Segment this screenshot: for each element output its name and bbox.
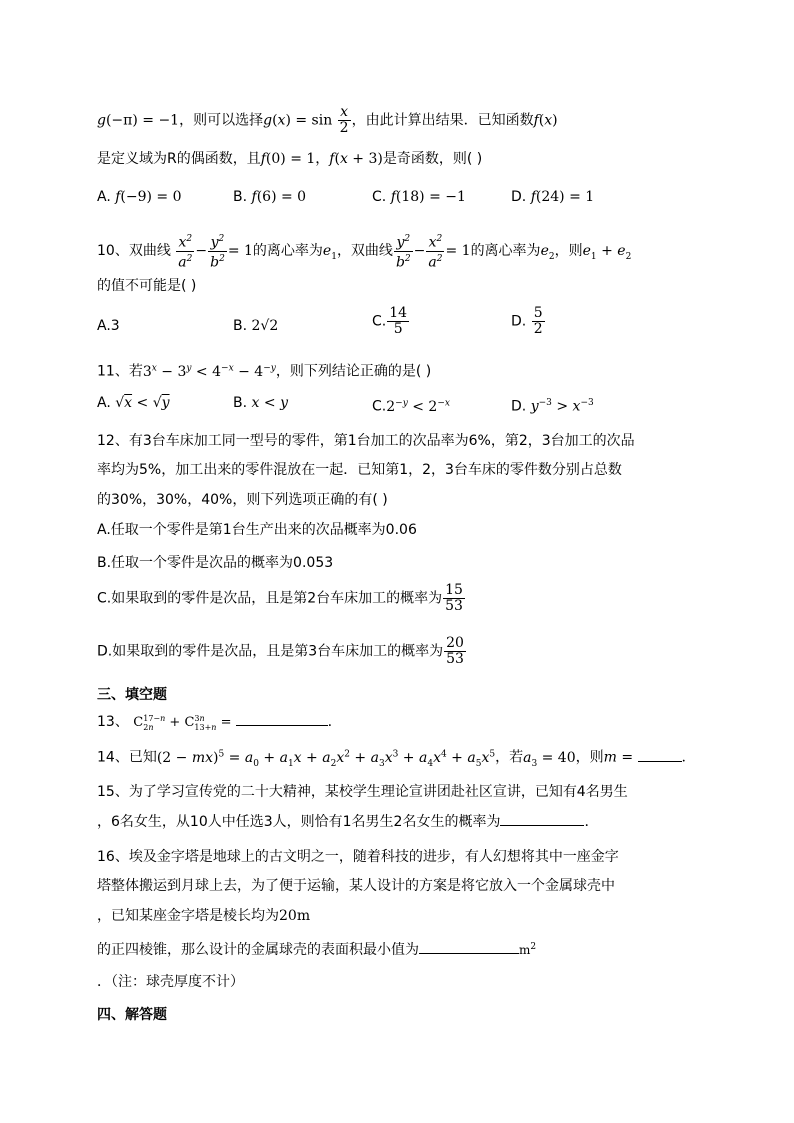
q12-option-b[interactable]: B.任取一个零件是次品的概率为0.053 bbox=[97, 555, 334, 571]
text-line-1: g(−π) = −1，则可以选择g(x) = sin $\frac{x}{2}$ ，由此计算出结果．已知函数f(x) bbox=[97, 104, 558, 136]
q10-option-c[interactable]: C. $\frac{14}{5}$ bbox=[372, 305, 408, 337]
q10-option-b[interactable]: B. 2√2 bbox=[233, 318, 279, 334]
section-heading-fill-in: 三、填空题 bbox=[97, 687, 167, 703]
q9-option-b[interactable]: B. f(6) = 0 bbox=[233, 189, 307, 205]
q11-option-c[interactable]: $C.2^{-y} < 2^{-x}$ bbox=[372, 398, 450, 415]
q16-line-1: 16、埃及金字塔是地球上的古文明之一，随着科技的进步，有人幻想将其中一座金字 bbox=[97, 849, 619, 865]
text-line-2: 是定义域为R的偶函数，且f(0) = 1，f(x + 3)是奇函数，则( ) bbox=[97, 151, 483, 167]
q10-option-d[interactable]: D. $\frac{5}{2}$ bbox=[511, 305, 543, 337]
q12-option-c[interactable]: C.如果取到的零件是次品，且是第2台车床加工的概率为 $\frac{15}{53}$ bbox=[97, 582, 463, 614]
q9-option-c[interactable]: C. f(18) = −1 bbox=[372, 189, 466, 205]
q16-line-3: ，已知某座金字塔是棱长均为20m bbox=[97, 908, 311, 924]
q9-option-d[interactable]: D. f(24) = 1 bbox=[511, 189, 595, 205]
q13-answer-blank[interactable] bbox=[236, 711, 328, 726]
q10-line-1: 10、双曲线 $\frac{x^2}{a^2}$ − $\frac{y^2}{b^2}$ = 1的离心率为$e_1$，双曲线 $\frac{y^2}{b^2}$ − $\frac{x^2}{a^2}$ = 1的离心率为$e_2$，则$e_1 + e_2$ bbox=[97, 234, 632, 271]
q15-line-2: ，6名女生，从10人中任选3人，则恰有1名男生2名女生的概率为 . bbox=[97, 811, 589, 832]
q12-line-3: 的30%，30%，40%，则下列选项正确的有( ) bbox=[97, 492, 388, 508]
q16-line-4: 的正四棱锥，那么设计的金属球壳的表面积最小值为 $m^2$ bbox=[97, 937, 536, 960]
q11-line: 11、若$3^x - 3^y < 4^{-x} - 4^{-y}$，则下列结论正确的是( ) bbox=[97, 363, 432, 380]
q10-line-2: 的值不可能是( ) bbox=[97, 278, 197, 294]
q12-line-2: 率均为5%，加工出来的零件混放在一起．已知第1，2，3台车床的零件数分别占总数 bbox=[97, 462, 622, 478]
q12-option-a[interactable]: A.任取一个零件是第1台生产出来的次品概率为0.06 bbox=[97, 522, 417, 538]
q15-line-1: 15、为了学习宣传党的二十大精神，某校学生理论宣讲团赴社区宣讲，已知有4名男生 bbox=[97, 784, 628, 800]
q11-option-b[interactable]: B. x < y bbox=[233, 395, 288, 411]
q11-option-d[interactable]: D. $y^{-3} > x^{-3}$ bbox=[511, 398, 594, 415]
q12-line-1: 12、有3台车床加工同一型号的零件，第1台加工的次品率为6%，第2，3台加工的次品 bbox=[97, 433, 635, 449]
q16-answer-blank[interactable] bbox=[419, 939, 519, 954]
q11-option-a[interactable]: A. √x < √y bbox=[97, 395, 170, 411]
q16-line-5: ．（注：球壳厚度不计） bbox=[97, 974, 244, 990]
q14-line: 14、已知$(2 - mx)^5 = a_0 + a_1x + a_2x^2 + a_3x^3 + a_4x^4 + a_5x^5$，若$a_3 = 40$，则m = . bbox=[97, 744, 686, 773]
q9-option-a[interactable]: A. f(−9) = 0 bbox=[97, 189, 182, 205]
q14-answer-blank[interactable] bbox=[638, 747, 682, 762]
section-heading-solutions: 四、解答题 bbox=[97, 1007, 167, 1023]
q10-option-a[interactable]: A.3 bbox=[97, 318, 120, 334]
q16-line-2: 塔整体搬运到月球上去，为了便于运输，某人设计的方案是将它放入一个金属球壳中 bbox=[97, 878, 615, 894]
q13-line: 13、 C 17−n 2n + C 3n 13+n = . bbox=[97, 711, 332, 733]
q15-answer-blank[interactable] bbox=[500, 811, 584, 826]
q12-option-d[interactable]: D.如果取到的零件是次品，且是第3台车床加工的概率为 $\frac{20}{53}$ bbox=[97, 635, 464, 667]
